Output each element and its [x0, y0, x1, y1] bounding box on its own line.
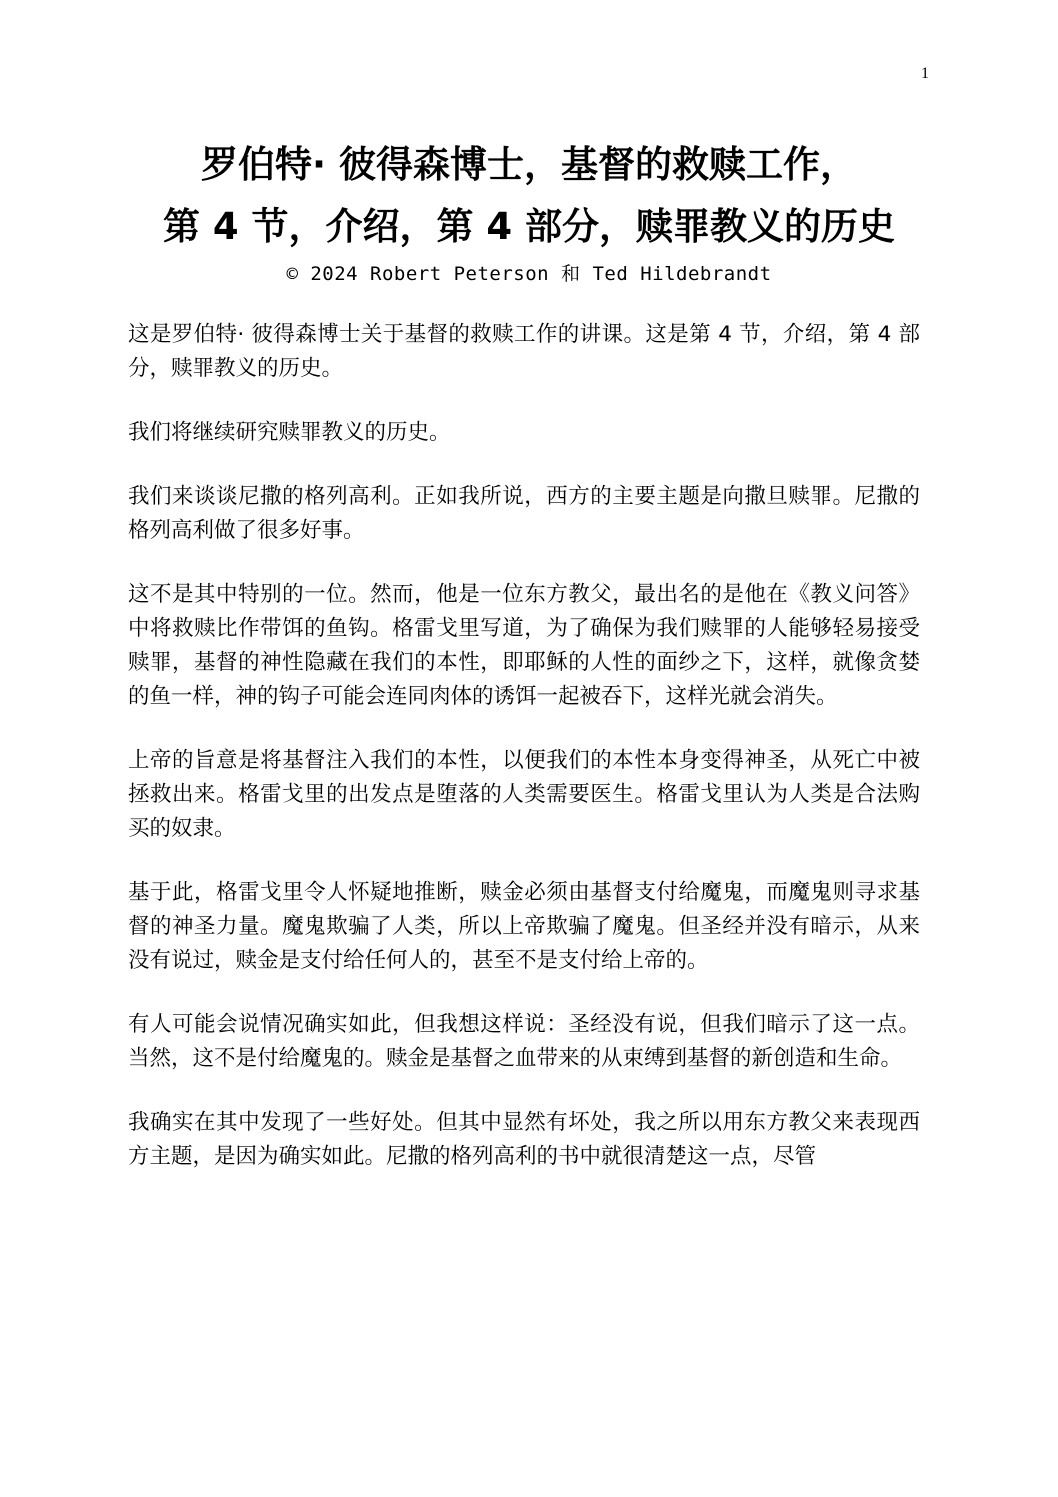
page-number: 1	[921, 65, 929, 82]
paragraph: 我确实在其中发现了一些好处。但其中显然有坏处，我之所以用东方教父来表现西方主题，是因为确实如此。尼撒的格列高利的书中就很清楚这一点，尽管	[128, 1110, 920, 1169]
paragraph: 我们将继续研究赎罪教义的历史。	[128, 420, 451, 445]
paragraph: 上帝的旨意是将基督注入我们的本性，以便我们的本性本身变得神圣，从死亡中被拯救出来。格雷戈里的出发点是堕落的人类需要医生。格雷戈里认为人类是合法购买的奴隶。	[128, 748, 920, 841]
paragraph: 基于此，格雷戈里令人怀疑地推断，赎金必须由基督支付给魔鬼，而魔鬼则寻求基督的神圣力量。魔鬼欺骗了人类，所以上帝欺骗了魔鬼。但圣经并没有暗示，从来没有说过，赎金是支付给任何人的，甚至不是支付给上帝的。	[128, 880, 920, 973]
body-text	[128, 318, 920, 1204]
title-line-1: 罗伯特· 彼得森博士，基督的救赎工作，	[201, 143, 857, 186]
document-title	[0, 134, 1058, 258]
title-line-2: 第 4 节，介绍，第 4 部分，赎罪教义的历史	[162, 205, 895, 248]
copyright-notice: © 2024 Robert Peterson 和 Ted Hildebrandt	[286, 263, 772, 285]
paragraph: 这是罗伯特· 彼得森博士关于基督的救赎工作的讲课。这是第 4 节，介绍，第 4 部分，赎罪教义的历史。	[128, 322, 920, 381]
paragraph: 我们来谈谈尼撒的格列高利。正如我所说，西方的主要主题是向撒旦赎罪。尼撒的格列高利做了很多好事。	[128, 484, 920, 543]
paragraph: 有人可能会说情况确实如此，但我想这样说：圣经没有说，但我们暗示了这一点。当然，这不是付给魔鬼的。赎金是基督之血带来的从束缚到基督的新创造和生命。	[128, 1012, 920, 1071]
paragraph: 这不是其中特别的一位。然而，他是一位东方教父，最出名的是他在《教义问答》中将救赎比作带饵的鱼钩。格雷戈里写道，为了确保为我们赎罪的人能够轻易接受赎罪，基督的神性隐藏在我们的本性，即耶稣的人性的面纱之下，这样，就像贪婪的鱼一样，神的钩子可能会连同肉体的诱饵一起被吞下，这样光就会消失。	[128, 582, 920, 709]
